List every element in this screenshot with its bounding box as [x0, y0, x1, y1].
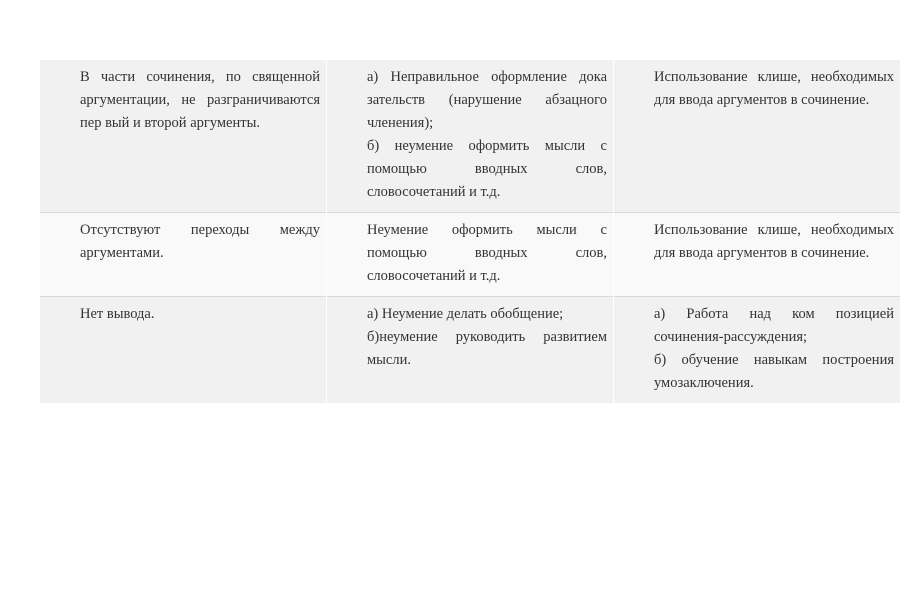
table-row: [40, 213, 900, 297]
errors-table: [40, 60, 900, 403]
problem-text: В части сочинения, по священной аргументации, не разграничиваются пер вый и второй аргументы.: [80, 69, 320, 131]
remedy-cell: [614, 213, 900, 297]
cause-cell: [327, 297, 614, 404]
remedy-cell: [614, 297, 900, 404]
cause-text-a: а) Неумение делать обобщение;: [367, 306, 564, 322]
remedy-text-a: Использование клише, необходимых для ввода аргументов в сочинение.: [654, 69, 894, 108]
remedy-text-b: б) обучение навыкам построения умозаключения.: [654, 352, 894, 391]
remedy-text-a: а) Работа над ком позицией сочинения-рассуждения;: [654, 306, 894, 345]
cause-cell: [327, 213, 614, 297]
table-row: [40, 60, 900, 213]
problem-cell: [40, 213, 327, 297]
problem-cell: [40, 60, 327, 213]
problem-cell: [40, 297, 327, 404]
cause-text-b: б) неумение оформить мысли с помощью вводных слов, словосочетаний и т.д.: [367, 138, 607, 200]
cause-text-a: Неумение оформить мысли с помощью вводных слов, словосочетаний и т.д.: [367, 222, 607, 284]
problem-text: Нет вывода.: [80, 306, 155, 322]
cause-text-b: б)неумение руководить развитием мысли.: [367, 329, 607, 368]
cause-cell: [327, 60, 614, 213]
problem-text: Отсутствуют переходы между аргументами.: [80, 222, 320, 261]
remedy-cell: [614, 60, 900, 213]
cause-text-a: а) Неправильное оформление дока зательств (нарушение абзацного членения);: [367, 69, 607, 131]
table-row: [40, 297, 900, 404]
remedy-text-a: Использование клише, необходимых для ввода аргументов в сочинение.: [654, 222, 894, 261]
